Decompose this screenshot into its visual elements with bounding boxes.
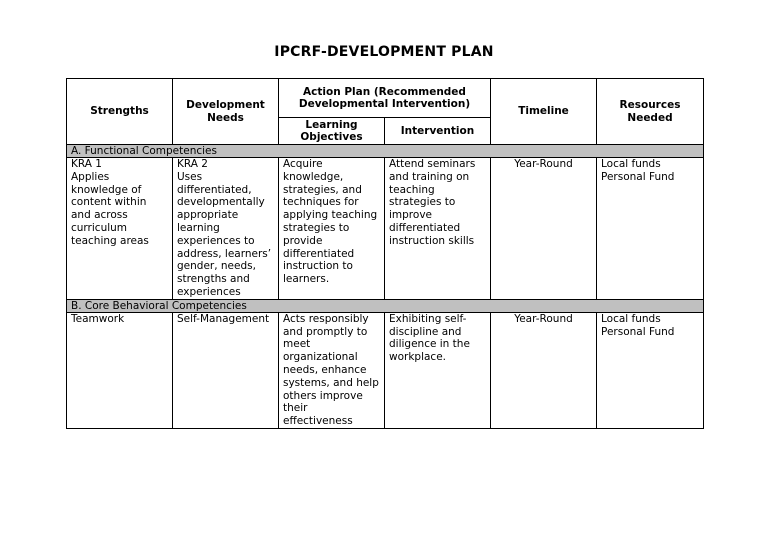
strengths-text: Applies knowledge of content within and across curriculum teaching areas	[71, 170, 149, 247]
resource-item: Local funds	[601, 312, 661, 325]
cell-development-needs	[173, 312, 279, 428]
header-row	[67, 79, 704, 118]
resource-item: Local funds	[601, 158, 661, 170]
cell-learning-objectives: Acts responsibly and promptly to meet organizational needs, enhance systems, and help others improve their effectiveness	[279, 312, 385, 428]
header-development-needs: Development Needs	[173, 79, 279, 145]
strengths-title: KRA 1	[71, 158, 102, 170]
cell-development-needs	[173, 158, 279, 300]
section-row-functional	[67, 145, 704, 158]
header-intervention: Intervention	[385, 118, 491, 145]
cell-resources	[597, 158, 704, 300]
resource-item: Personal Fund	[601, 325, 675, 338]
cell-strengths	[67, 312, 173, 428]
page-title: IPCRF-DEVELOPMENT PLAN	[274, 44, 494, 60]
table-row	[67, 312, 704, 428]
cell-intervention: Exhibiting self-discipline and diligence in the workplace.	[385, 312, 491, 428]
header-action-plan: Action Plan (Recommended Developmental Intervention)	[279, 79, 491, 118]
cell-timeline: Year-Round	[491, 312, 597, 428]
cell-intervention: Attend seminars and training on teaching strategies to improve differentiated instruction skills	[385, 158, 491, 300]
table-row	[67, 158, 704, 300]
resource-item: Personal Fund	[601, 170, 675, 183]
needs-title: KRA 2	[177, 158, 208, 170]
header-timeline: Timeline	[491, 79, 597, 145]
development-plan-table	[66, 78, 704, 429]
cell-resources	[597, 312, 704, 428]
strengths-title: Teamwork	[71, 312, 125, 325]
header-strengths: Strengths	[67, 79, 173, 145]
needs-title: Self-Management	[177, 312, 270, 325]
section-label: A. Functional Competencies	[67, 145, 704, 158]
needs-text: Uses differentiated, developmentally appropriate learning experiences to address, learners’ gender, needs, strengths and experiences	[177, 170, 272, 298]
cell-strengths	[67, 158, 173, 300]
section-label: B. Core Behavioral Competencies	[67, 299, 704, 312]
section-row-core-behavioral	[67, 299, 704, 312]
header-resources-needed: Resources Needed	[597, 79, 704, 145]
header-learning-objectives: Learning Objectives	[279, 118, 385, 145]
cell-learning-objectives: Acquire knowledge, strategies, and techniques for applying teaching strategies to provide differentiated instruction to learners.	[279, 158, 385, 300]
cell-timeline: Year-Round	[491, 158, 597, 300]
